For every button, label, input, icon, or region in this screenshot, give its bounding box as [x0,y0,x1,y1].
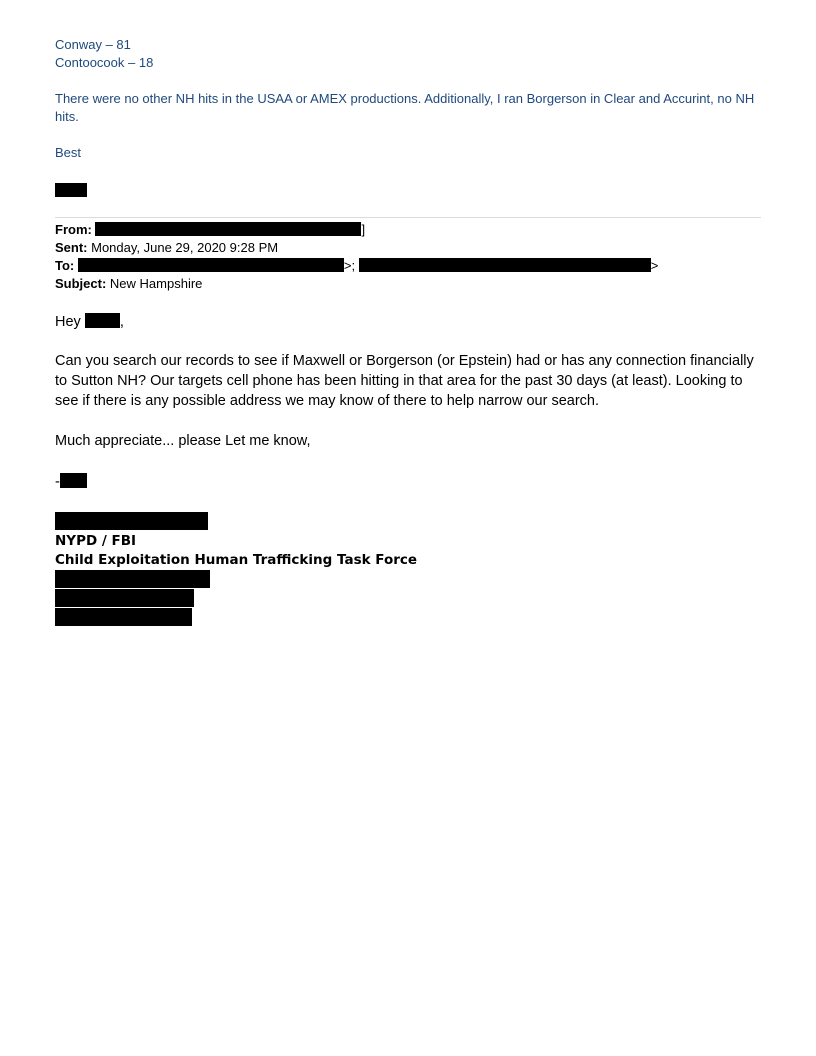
signature-unit: Child Exploitation Human Trafficking Task Force [55,552,418,568]
dash: - [55,474,60,490]
subject-line [55,275,202,293]
to-separator: >; [343,258,356,273]
closing-paragraph: Much appreciate... please Let me know, [55,433,311,449]
greeting-suffix: , [119,314,124,330]
to-label: To: [55,258,75,273]
sent-line [55,239,278,257]
from-line [55,221,365,239]
town-hit-contoocook: Contoocook – 18 [55,55,154,70]
redacted-sender-name [55,182,87,200]
reply-closing: Best [55,145,82,160]
signature-org: NYPD / FBI [55,533,137,549]
redacted-signature-line-2 [55,589,194,610]
greeting-prefix: Hey [55,314,81,330]
sent-label: Sent: [55,240,88,255]
redacted-signature-line-3 [55,608,192,629]
sender-initial-line [55,472,87,492]
message-divider [55,217,761,218]
to-line [55,257,658,275]
to-end: > [650,258,659,273]
reply-paragraph: There were no other NH hits in the USAA or AMEX productions. Additionally, I ran Borgerson in Clear and Accurint, no NH hits. [55,91,755,124]
subject-label: Subject: [55,276,107,291]
from-label: From: [55,222,92,237]
greeting [55,312,124,332]
sent-value: Monday, June 29, 2020 9:28 PM [91,240,279,255]
redacted-signature-line-1 [55,570,210,591]
request-paragraph: Can you search our records to see if Maxwell or Borgerson (or Epstein) had or has any connection financially to Sutton NH? Our targets cell phone has been hitting in that area for the past 30 days (at least). Looking to see if there is any possible address we may know of there to help narrow our search. [55,353,754,409]
redacted-signature-name [55,512,208,533]
redacted-to-address-1 [78,258,344,272]
redacted-initial [60,473,87,488]
redacted-from-address [95,222,361,236]
redacted-to-address-2 [359,258,651,272]
town-hit-conway: Conway – 81 [55,37,131,52]
redacted-recipient-name [85,313,120,328]
subject-value: New Hampshire [109,276,203,291]
from-suffix: ] [361,222,366,237]
